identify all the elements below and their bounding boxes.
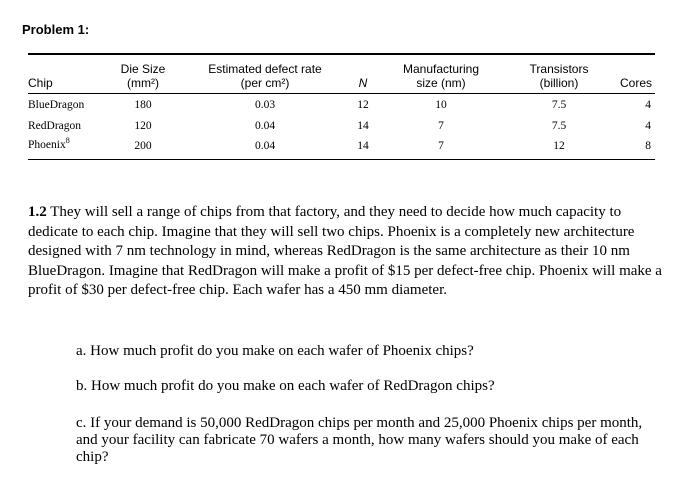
col-header-transistors: Transistors (billion) [529,62,589,90]
cell-cores: 4 [645,99,651,111]
cell-cores: 4 [645,120,651,132]
question-b: b. How much profit do you make on each wafer of RedDragon chips? [76,378,495,394]
cell-die-size: 200 [134,140,152,152]
table-top-rule [28,53,655,55]
cell-cores: 8 [645,140,651,152]
cell-chip: Phoenix$^8$ [28,136,70,151]
cell-n: 12 [357,99,369,111]
cell-transistors: 12 [553,140,565,152]
footnote-marker: 8 [65,136,70,146]
col-header-chip: Chip [28,76,53,90]
problem-text: They will sell a range of chips from that factory, and they need to decide how much capacity to dedicate to each chip. Imagine that they will sell two chips. Phoenix is a completely new architecture designed with 7 nm technology in mind, whereas RedDragon is the same architecture as their 10 nm BlueDragon. Imagine that RedDragon will make a profit of $15 per defect-free chip. Phoenix will make a profit of $30 per defect-free chip. Each wafer has a 450 mm diameter. [28,204,662,299]
cell-transistors: 7.5 [551,120,567,132]
problem-number: 1.2 [28,204,47,220]
cell-manufacturing-size: 7 [438,140,444,152]
cell-n: 14 [357,120,369,132]
table-header-rule [28,93,655,94]
cell-chip: BlueDragon [28,99,85,111]
col-header-n: N [358,76,368,90]
cell-defect-rate: 0.03 [254,99,276,111]
cell-manufacturing-size: 7 [438,120,444,132]
cell-defect-rate: 0.04 [254,140,276,152]
question-a: a. How much profit do you make on each wafer of Phoenix chips? [76,343,474,359]
cell-n: 14 [357,140,369,152]
col-header-manufacturing-size: Manufacturing size (nm) [402,62,480,90]
cell-die-size: 120 [134,120,152,132]
cell-die-size: 180 [134,99,152,111]
table-bottom-rule [28,159,655,160]
problem-paragraph [28,203,668,301]
cell-manufacturing-size: 10 [435,99,447,111]
question-c: c. If your demand is 50,000 RedDragon chips per month and 25,000 Phoenix chips per month, and your facility can fabricate 70 wafers a month, how many wafers should you make of each chip? [76,415,643,465]
page-title: Problem 1: [22,22,90,37]
col-header-defect-rate: Estimated defect rate (per cm²) [208,62,322,90]
col-header-die-size: Die Size (mm²) [120,62,166,90]
cell-transistors: 7.5 [551,99,567,111]
cell-chip: RedDragon [28,120,82,132]
cell-defect-rate: 0.04 [254,120,276,132]
col-header-cores: Cores [619,76,652,90]
